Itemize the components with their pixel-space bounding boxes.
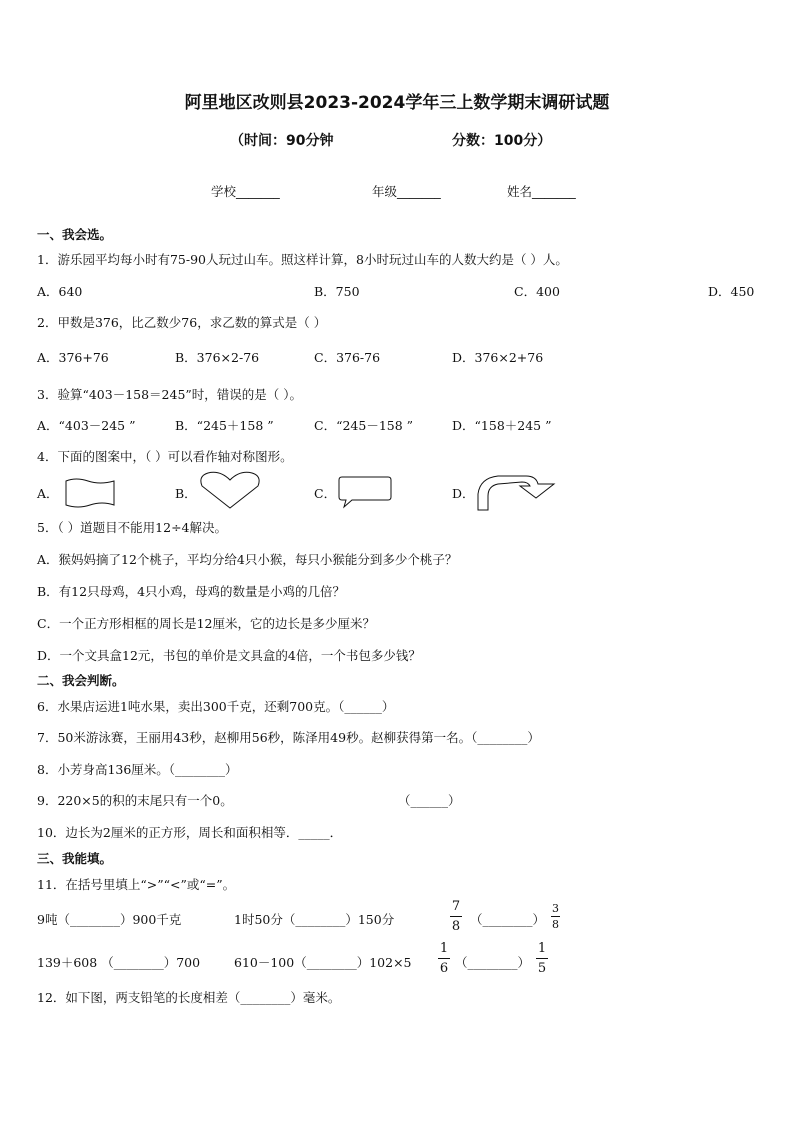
grade-field: 年级_______ bbox=[372, 184, 441, 199]
q3-option-b: B．“245＋158 ” bbox=[175, 418, 274, 433]
q1-option-a: A．640 bbox=[37, 284, 83, 299]
question-9: 9．220×5的积的末尾只有一个0。 bbox=[37, 793, 233, 808]
question-10: 10．边长为2厘米的正方形，周长和面积相等．_____． bbox=[37, 825, 343, 840]
question-8: 8．小芳身高136厘米。（________） bbox=[37, 762, 238, 777]
question-11: 11．在括号里填上“>”“<”或“=”。 bbox=[37, 877, 236, 892]
q5-option-a: A．猴妈妈摘了12个桃子，平均分给4只小猴，每只小猴能分到多少个桃子？ bbox=[37, 552, 458, 567]
q1-option-c: C．400 bbox=[514, 284, 560, 299]
page-title: 阿里地区改则县2023-2024学年三上数学期末调研试题 bbox=[184, 93, 610, 113]
q3-option-a: A．“403－245 ” bbox=[37, 418, 136, 433]
fraction-1-5: 1 5 bbox=[537, 941, 547, 976]
question-2: 2．甲数是376，比乙数少76，求乙数的算式是（ ） bbox=[37, 315, 327, 330]
section-heading-3: 三、我能填。 bbox=[37, 851, 113, 866]
q11-item-1: 9吨（________）900千克 bbox=[37, 912, 182, 927]
section-heading-1: 一、我会选。 bbox=[37, 227, 113, 242]
q11-item-5: 610－100（________）102×5 bbox=[234, 955, 412, 970]
name-field: 姓名_______ bbox=[507, 184, 576, 199]
fraction-3-8: 3 8 bbox=[552, 902, 559, 931]
score-label: 分数：100分） bbox=[452, 133, 552, 149]
q11-item-6-blank: （________） bbox=[455, 955, 531, 970]
question-1: 1．游乐园平均每小时有75-90人玩过山车。照这样计算，8小时玩过山车的人数大约是（ ）人。 bbox=[37, 252, 568, 267]
school-field: 学校_______ bbox=[211, 184, 280, 199]
q4-option-b: B． bbox=[175, 486, 197, 501]
question-6: 6．水果店运进1吨水果，卖出300千克，还剩700克。（______） bbox=[37, 699, 395, 714]
q4-option-c: C． bbox=[314, 486, 337, 501]
q5-option-c: C．一个正方形相框的周长是12厘米，它的边长是多少厘米？ bbox=[37, 616, 375, 631]
question-4: 4．下面的图案中，（ ）可以看作轴对称图形。 bbox=[37, 449, 293, 464]
heart-shape-icon bbox=[198, 470, 262, 510]
q5-option-b: B．有12只母鸡，4只小鸡，母鸡的数量是小鸡的几倍？ bbox=[37, 584, 346, 599]
q2-option-b: B．376×2-76 bbox=[175, 350, 260, 365]
time-label: （时间：90分钟 bbox=[230, 133, 334, 149]
q11-item-2: 1时50分（________）150分 bbox=[234, 912, 395, 927]
q4-option-d: D． bbox=[452, 486, 475, 501]
q2-option-d: D．376×2+76 bbox=[452, 350, 544, 365]
q3-option-d: D．“158＋245 ” bbox=[452, 418, 552, 433]
q5-option-d: D．一个文具盒12元，书包的单价是文具盒的4倍，一个书包多少钱？ bbox=[37, 648, 421, 663]
question-7: 7．50米游泳赛，王丽用43秒，赵柳用56秒，陈泽用49秒。赵柳获得第一名。（________） bbox=[37, 730, 540, 745]
q4-option-a: A． bbox=[37, 486, 59, 501]
flag-shape-icon bbox=[62, 475, 118, 509]
q2-option-a: A．376+76 bbox=[37, 350, 109, 365]
q1-option-b: B．750 bbox=[314, 284, 360, 299]
q3-option-c: C．“245－158 ” bbox=[314, 418, 414, 433]
fraction-1-6: 1 6 bbox=[439, 941, 449, 976]
section-heading-2: 二、我会判断。 bbox=[37, 673, 125, 688]
fraction-7-8: 7 8 bbox=[451, 899, 461, 934]
question-3: 3．验算“403－158＝245”时，错误的是（ ）。 bbox=[37, 387, 303, 402]
q11-item-3-blank: （________） bbox=[470, 912, 546, 927]
question-5: 5．（ ）道题目不能用12÷4解决。 bbox=[37, 520, 228, 535]
q2-option-c: C．376-76 bbox=[314, 350, 381, 365]
question-9-blank: （______） bbox=[398, 793, 461, 808]
question-12: 12．如下图，两支铅笔的长度相差（________）毫米。 bbox=[37, 990, 341, 1005]
q1-option-d: D．450 bbox=[708, 284, 755, 299]
speech-bubble-shape-icon bbox=[336, 475, 394, 509]
q11-item-4: 139＋608 （________）700 bbox=[37, 955, 201, 970]
curved-arrow-shape-icon bbox=[474, 470, 558, 512]
